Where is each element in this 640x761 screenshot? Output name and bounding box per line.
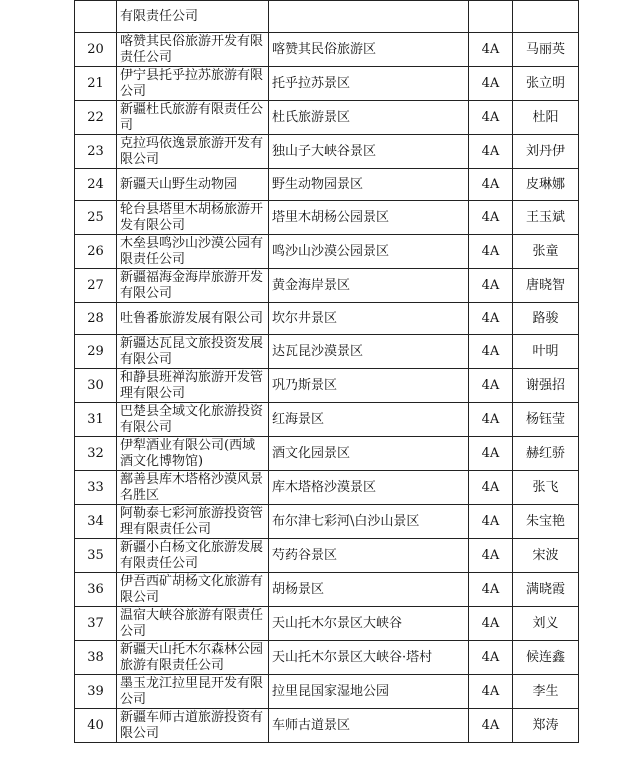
table-body — [75, 1, 579, 743]
contact-person-cell: 唐晓智 — [513, 269, 579, 303]
table-row — [75, 709, 579, 743]
contact-person-cell: 杜阳 — [513, 101, 579, 135]
contact-person-cell: 宋波 — [513, 539, 579, 573]
company-name-cell: 轮台县塔里木胡杨旅游开发有限公司 — [117, 201, 269, 235]
row-number-cell: 29 — [75, 335, 117, 369]
row-number-cell: 37 — [75, 607, 117, 641]
row-number-cell: 23 — [75, 135, 117, 169]
scenic-spot-name-cell: 天山托木尔景区大峡谷·塔村 — [269, 641, 469, 675]
scenic-spot-name-cell: 野生动物园景区 — [269, 169, 469, 201]
contact-person-cell: 张立明 — [513, 67, 579, 101]
contact-person-cell: 路骏 — [513, 303, 579, 335]
company-name-cell: 和静县班禅沟旅游开发管理有限公司 — [117, 369, 269, 403]
row-number-cell: 20 — [75, 33, 117, 67]
contact-person-cell: 谢强招 — [513, 369, 579, 403]
row-number-cell: 33 — [75, 471, 117, 505]
rating-level-cell — [469, 1, 513, 33]
table-row — [75, 335, 579, 369]
row-number-cell: 31 — [75, 403, 117, 437]
table-row — [75, 403, 579, 437]
row-number-cell: 27 — [75, 269, 117, 303]
rating-level-cell: 4A — [469, 135, 513, 169]
row-number-cell: 21 — [75, 67, 117, 101]
row-number-cell: 38 — [75, 641, 117, 675]
row-number-cell: 36 — [75, 573, 117, 607]
scenic-spot-name-cell: 车师古道景区 — [269, 709, 469, 743]
rating-level-cell: 4A — [469, 67, 513, 101]
contact-person-cell: 候连鑫 — [513, 641, 579, 675]
company-name-cell: 吐鲁番旅游发展有限公司 — [117, 303, 269, 335]
scenic-spot-name-cell: 拉里昆国家湿地公园 — [269, 675, 469, 709]
table-row — [75, 641, 579, 675]
row-number-cell: 22 — [75, 101, 117, 135]
rating-level-cell: 4A — [469, 201, 513, 235]
table-row — [75, 135, 579, 169]
contact-person-cell: 叶明 — [513, 335, 579, 369]
scenic-spot-name-cell: 巩乃斯景区 — [269, 369, 469, 403]
table-row — [75, 303, 579, 335]
table-row — [75, 201, 579, 235]
company-name-cell: 温宿大峡谷旅游有限责任公司 — [117, 607, 269, 641]
rating-level-cell: 4A — [469, 369, 513, 403]
company-name-cell: 伊吾西矿胡杨文化旅游有限公司 — [117, 573, 269, 607]
contact-person-cell: 李生 — [513, 675, 579, 709]
scenic-spot-name-cell: 杜氏旅游景区 — [269, 101, 469, 135]
row-number-cell: 25 — [75, 201, 117, 235]
company-name-cell: 伊犁酒业有限公司(西域酒文化博物馆) — [117, 437, 269, 471]
scenic-spot-name-cell: 独山子大峡谷景区 — [269, 135, 469, 169]
row-number-cell: 28 — [75, 303, 117, 335]
table-row — [75, 369, 579, 403]
rating-level-cell: 4A — [469, 471, 513, 505]
contact-person-cell: 王玉斌 — [513, 201, 579, 235]
scenic-spot-name-cell — [269, 1, 469, 33]
row-number-cell: 32 — [75, 437, 117, 471]
scenic-spot-name-cell: 胡杨景区 — [269, 573, 469, 607]
company-name-cell: 阿勒泰七彩河旅游投资管理有限责任公司 — [117, 505, 269, 539]
table-row — [75, 269, 579, 303]
rating-level-cell: 4A — [469, 505, 513, 539]
contact-person-cell: 张童 — [513, 235, 579, 269]
company-name-cell: 新疆天山托木尔森林公园旅游有限责任公司 — [117, 641, 269, 675]
contact-person-cell: 郑涛 — [513, 709, 579, 743]
contact-person-cell: 朱宝艳 — [513, 505, 579, 539]
scenic-spot-name-cell: 喀赞其民俗旅游区 — [269, 33, 469, 67]
rating-level-cell: 4A — [469, 675, 513, 709]
table-row — [75, 235, 579, 269]
scenic-spot-name-cell: 库木塔格沙漠景区 — [269, 471, 469, 505]
row-number-cell: 40 — [75, 709, 117, 743]
company-name-cell: 新疆达瓦昆文旅投资发展有限公司 — [117, 335, 269, 369]
table-row — [75, 101, 579, 135]
rating-level-cell: 4A — [469, 539, 513, 573]
rating-level-cell: 4A — [469, 303, 513, 335]
rating-level-cell: 4A — [469, 235, 513, 269]
rating-level-cell: 4A — [469, 709, 513, 743]
scenic-spot-name-cell: 布尔津七彩河\白沙山景区 — [269, 505, 469, 539]
table-row — [75, 169, 579, 201]
rating-level-cell: 4A — [469, 573, 513, 607]
table-row — [75, 607, 579, 641]
scenic-spot-name-cell: 鸣沙山沙漠公园景区 — [269, 235, 469, 269]
company-name-cell: 墨玉龙江拉里昆开发有限公司 — [117, 675, 269, 709]
row-number-cell — [75, 1, 117, 33]
row-number-cell: 24 — [75, 169, 117, 201]
scenic-spot-table — [74, 0, 579, 743]
contact-person-cell: 皮琳娜 — [513, 169, 579, 201]
company-name-cell: 新疆天山野生动物园 — [117, 169, 269, 201]
rating-level-cell: 4A — [469, 169, 513, 201]
rating-level-cell: 4A — [469, 641, 513, 675]
row-number-cell: 35 — [75, 539, 117, 573]
company-name-cell: 巴楚县全域文化旅游投资有限公司 — [117, 403, 269, 437]
company-name-cell: 喀赞其民俗旅游开发有限责任公司 — [117, 33, 269, 67]
rating-level-cell: 4A — [469, 607, 513, 641]
company-name-cell: 木垒县鸣沙山沙漠公园有限责任公司 — [117, 235, 269, 269]
contact-person-cell: 张飞 — [513, 471, 579, 505]
scenic-spot-name-cell: 塔里木胡杨公园景区 — [269, 201, 469, 235]
company-name-cell: 新疆福海金海岸旅游开发有限公司 — [117, 269, 269, 303]
company-name-cell: 新疆小白杨文化旅游发展有限责任公司 — [117, 539, 269, 573]
contact-person-cell: 杨钰莹 — [513, 403, 579, 437]
scenic-spot-name-cell: 红海景区 — [269, 403, 469, 437]
company-name-cell: 新疆车师古道旅游投资有限公司 — [117, 709, 269, 743]
scenic-spot-name-cell: 达瓦昆沙漠景区 — [269, 335, 469, 369]
company-name-cell: 鄯善县库木塔格沙漠风景名胜区 — [117, 471, 269, 505]
table-row — [75, 675, 579, 709]
rating-level-cell: 4A — [469, 269, 513, 303]
scenic-spot-name-cell: 芍药谷景区 — [269, 539, 469, 573]
scenic-spot-name-cell: 黄金海岸景区 — [269, 269, 469, 303]
scenic-spot-name-cell: 坎尔井景区 — [269, 303, 469, 335]
table-row — [75, 437, 579, 471]
contact-person-cell: 刘丹伊 — [513, 135, 579, 169]
row-number-cell: 26 — [75, 235, 117, 269]
table-row — [75, 573, 579, 607]
rating-level-cell: 4A — [469, 101, 513, 135]
table-row — [75, 33, 579, 67]
rating-level-cell: 4A — [469, 33, 513, 67]
contact-person-cell — [513, 1, 579, 33]
rating-level-cell: 4A — [469, 335, 513, 369]
contact-person-cell: 马丽英 — [513, 33, 579, 67]
company-name-cell: 有限责任公司 — [117, 1, 269, 33]
company-name-cell: 伊宁县托乎拉苏旅游有限公司 — [117, 67, 269, 101]
table-row — [75, 471, 579, 505]
table-row — [75, 539, 579, 573]
table-row — [75, 67, 579, 101]
scenic-spot-name-cell: 天山托木尔景区大峡谷 — [269, 607, 469, 641]
rating-level-cell: 4A — [469, 437, 513, 471]
scenic-spot-name-cell: 托乎拉苏景区 — [269, 67, 469, 101]
scenic-spot-name-cell: 酒文化园景区 — [269, 437, 469, 471]
company-name-cell: 新疆杜氏旅游有限责任公司 — [117, 101, 269, 135]
row-number-cell: 34 — [75, 505, 117, 539]
row-number-cell: 39 — [75, 675, 117, 709]
row-number-cell: 30 — [75, 369, 117, 403]
contact-person-cell: 满晓霞 — [513, 573, 579, 607]
table-row — [75, 1, 579, 33]
rating-level-cell: 4A — [469, 403, 513, 437]
contact-person-cell: 刘义 — [513, 607, 579, 641]
table-row — [75, 505, 579, 539]
contact-person-cell: 赫红骄 — [513, 437, 579, 471]
company-name-cell: 克拉玛依逸景旅游开发有限公司 — [117, 135, 269, 169]
